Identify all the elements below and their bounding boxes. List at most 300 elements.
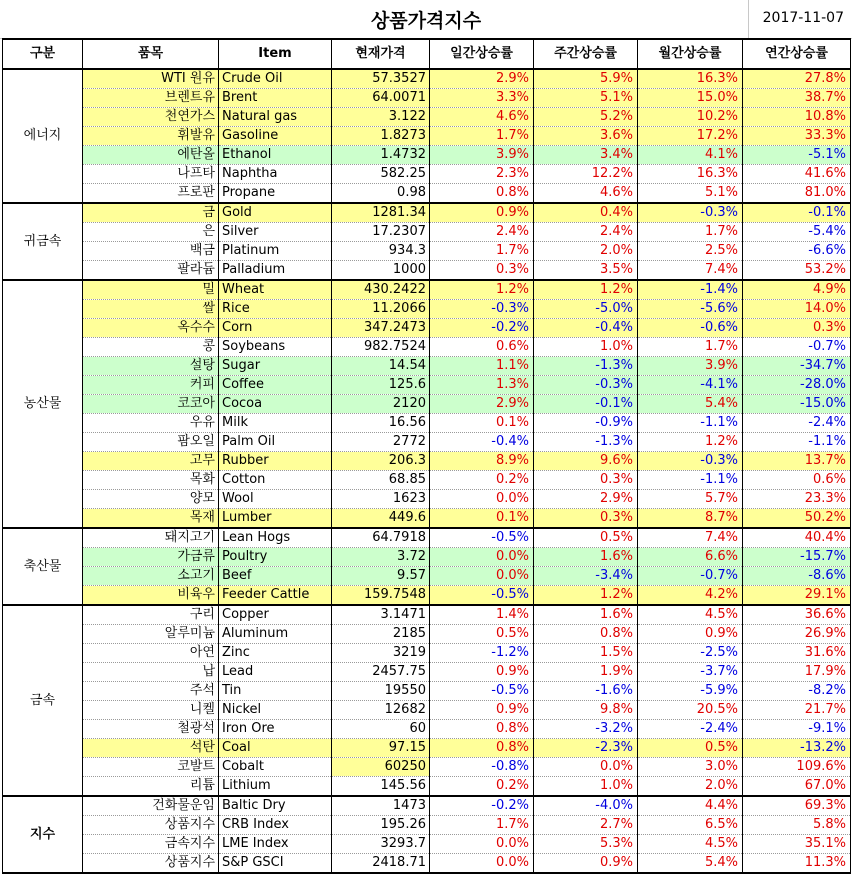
weekly-change-cell: 2.0% (534, 242, 638, 261)
weekly-change-cell: -0.3% (534, 376, 638, 395)
table-row (3, 376, 851, 395)
table-row (3, 854, 851, 874)
yearly-change-cell: 5.8% (743, 816, 851, 835)
price-cell: 9.57 (332, 567, 430, 586)
yearly-change-cell: 17.9% (743, 663, 851, 682)
yearly-change-cell: 67.0% (743, 777, 851, 797)
price-cell: 1.4732 (332, 146, 430, 165)
table-row (3, 357, 851, 376)
header-category: 구분 (3, 39, 83, 69)
price-cell: 3.122 (332, 108, 430, 127)
item-en-cell: Naphtha (219, 165, 332, 184)
monthly-change-cell: 16.3% (638, 165, 743, 184)
weekly-change-cell: 9.6% (534, 452, 638, 471)
daily-change-cell: -0.2% (430, 319, 534, 338)
yearly-change-cell: 10.8% (743, 108, 851, 127)
category-cell: 축산물 (3, 528, 83, 605)
item-en-cell: Lumber (219, 509, 332, 529)
table-row (3, 586, 851, 606)
yearly-change-cell: -8.2% (743, 682, 851, 701)
yearly-change-cell: 33.3% (743, 127, 851, 146)
yearly-change-cell: -15.7% (743, 548, 851, 567)
yearly-change-cell: -0.1% (743, 203, 851, 223)
weekly-change-cell: -1.6% (534, 682, 638, 701)
monthly-change-cell: -5.6% (638, 300, 743, 319)
category-cell: 금속 (3, 605, 83, 796)
monthly-change-cell: 5.4% (638, 395, 743, 414)
weekly-change-cell: 1.0% (534, 777, 638, 797)
yearly-change-cell: 69.3% (743, 796, 851, 816)
monthly-change-cell: 4.4% (638, 796, 743, 816)
monthly-change-cell: 1.7% (638, 338, 743, 357)
table-row (3, 108, 851, 127)
item-en-cell: Baltic Dry (219, 796, 332, 816)
weekly-change-cell: 5.1% (534, 89, 638, 108)
item-kr-cell: 목재 (83, 509, 219, 529)
weekly-change-cell: 5.9% (534, 69, 638, 89)
table-row (3, 509, 851, 529)
table-row (3, 300, 851, 319)
yearly-change-cell: 14.0% (743, 300, 851, 319)
item-kr-cell: 납 (83, 663, 219, 682)
item-kr-cell: 나프타 (83, 165, 219, 184)
weekly-change-cell: 1.5% (534, 644, 638, 663)
price-cell: 206.3 (332, 452, 430, 471)
price-cell: 2772 (332, 433, 430, 452)
monthly-change-cell: -3.7% (638, 663, 743, 682)
category-cell: 농산물 (3, 280, 83, 528)
price-cell: 449.6 (332, 509, 430, 529)
monthly-change-cell: 3.9% (638, 357, 743, 376)
yearly-change-cell: 0.3% (743, 319, 851, 338)
item-kr-cell: 백금 (83, 242, 219, 261)
weekly-change-cell: 1.6% (534, 605, 638, 625)
item-kr-cell: 콩 (83, 338, 219, 357)
yearly-change-cell: -5.1% (743, 146, 851, 165)
item-kr-cell: 코코아 (83, 395, 219, 414)
weekly-change-cell: 5.2% (534, 108, 638, 127)
monthly-change-cell: 7.4% (638, 261, 743, 281)
table-row (3, 242, 851, 261)
daily-change-cell: 0.8% (430, 184, 534, 204)
item-kr-cell: 소고기 (83, 567, 219, 586)
item-en-cell: Rice (219, 300, 332, 319)
item-en-cell: Sugar (219, 357, 332, 376)
daily-change-cell: 1.7% (430, 816, 534, 835)
price-cell: 1473 (332, 796, 430, 816)
yearly-change-cell: 31.6% (743, 644, 851, 663)
daily-change-cell: -0.3% (430, 300, 534, 319)
item-en-cell: Nickel (219, 701, 332, 720)
yearly-change-cell: -28.0% (743, 376, 851, 395)
monthly-change-cell: 1.2% (638, 433, 743, 452)
price-cell: 11.2066 (332, 300, 430, 319)
item-en-cell: Poultry (219, 548, 332, 567)
yearly-change-cell: 81.0% (743, 184, 851, 204)
yearly-change-cell: 38.7% (743, 89, 851, 108)
table-row (3, 490, 851, 509)
item-kr-cell: 고무 (83, 452, 219, 471)
item-en-cell: Platinum (219, 242, 332, 261)
item-en-cell: Feeder Cattle (219, 586, 332, 606)
monthly-change-cell: 4.5% (638, 835, 743, 854)
daily-change-cell: 0.8% (430, 720, 534, 739)
monthly-change-cell: 2.5% (638, 242, 743, 261)
daily-change-cell: 0.9% (430, 663, 534, 682)
monthly-change-cell: 5.7% (638, 490, 743, 509)
yearly-change-cell: -34.7% (743, 357, 851, 376)
monthly-change-cell: 5.4% (638, 854, 743, 874)
yearly-change-cell: -5.4% (743, 223, 851, 242)
item-kr-cell: 브렌트유 (83, 89, 219, 108)
monthly-change-cell: 4.5% (638, 605, 743, 625)
daily-change-cell: 4.6% (430, 108, 534, 127)
monthly-change-cell: -0.3% (638, 203, 743, 223)
monthly-change-cell: 16.3% (638, 69, 743, 89)
daily-change-cell: 0.9% (430, 203, 534, 223)
daily-change-cell: 1.1% (430, 357, 534, 376)
table-row (3, 816, 851, 835)
item-en-cell: Tin (219, 682, 332, 701)
table-row (3, 146, 851, 165)
item-en-cell: Soybeans (219, 338, 332, 357)
table-row (3, 471, 851, 490)
weekly-change-cell: 2.4% (534, 223, 638, 242)
item-kr-cell: 구리 (83, 605, 219, 625)
table-row (3, 663, 851, 682)
daily-change-cell: 1.2% (430, 280, 534, 300)
monthly-change-cell: 0.5% (638, 739, 743, 758)
daily-change-cell: 8.9% (430, 452, 534, 471)
yearly-change-cell: -2.4% (743, 414, 851, 433)
item-kr-cell: 우유 (83, 414, 219, 433)
weekly-change-cell: -0.9% (534, 414, 638, 433)
yearly-change-cell: 26.9% (743, 625, 851, 644)
item-en-cell: Ethanol (219, 146, 332, 165)
weekly-change-cell: -5.0% (534, 300, 638, 319)
weekly-change-cell: 1.6% (534, 548, 638, 567)
header-row (3, 39, 851, 69)
item-kr-cell: 양모 (83, 490, 219, 509)
monthly-change-cell: -5.9% (638, 682, 743, 701)
table-row (3, 605, 851, 625)
item-en-cell: Natural gas (219, 108, 332, 127)
table-row (3, 280, 851, 300)
item-en-cell: Cobalt (219, 758, 332, 777)
item-kr-cell: 니켈 (83, 701, 219, 720)
item-kr-cell: 리튬 (83, 777, 219, 797)
yearly-change-cell: -15.0% (743, 395, 851, 414)
weekly-change-cell: -3.4% (534, 567, 638, 586)
daily-change-cell: 0.3% (430, 261, 534, 281)
table-row (3, 796, 851, 816)
item-kr-cell: 금속지수 (83, 835, 219, 854)
table-row (3, 338, 851, 357)
price-cell: 2457.75 (332, 663, 430, 682)
item-en-cell: Wool (219, 490, 332, 509)
item-en-cell: Zinc (219, 644, 332, 663)
daily-change-cell: 0.8% (430, 739, 534, 758)
item-kr-cell: 목화 (83, 471, 219, 490)
price-cell: 2120 (332, 395, 430, 414)
daily-change-cell: -0.5% (430, 682, 534, 701)
daily-change-cell: 0.6% (430, 338, 534, 357)
item-kr-cell: 설탕 (83, 357, 219, 376)
weekly-change-cell: -1.3% (534, 357, 638, 376)
price-cell: 3293.7 (332, 835, 430, 854)
item-kr-cell: 아연 (83, 644, 219, 663)
daily-change-cell: 0.1% (430, 509, 534, 529)
item-kr-cell: 팜오일 (83, 433, 219, 452)
yearly-change-cell: 0.6% (743, 471, 851, 490)
weekly-change-cell: 0.5% (534, 528, 638, 548)
monthly-change-cell: 10.2% (638, 108, 743, 127)
item-kr-cell: 건화물운임 (83, 796, 219, 816)
item-kr-cell: 주석 (83, 682, 219, 701)
item-en-cell: Copper (219, 605, 332, 625)
price-cell: 1623 (332, 490, 430, 509)
yearly-change-cell: 21.7% (743, 701, 851, 720)
monthly-change-cell: -0.6% (638, 319, 743, 338)
item-en-cell: Aluminum (219, 625, 332, 644)
price-cell: 14.54 (332, 357, 430, 376)
monthly-change-cell: -0.7% (638, 567, 743, 586)
table-row (3, 625, 851, 644)
header-yearly: 연간상승률 (743, 39, 851, 69)
weekly-change-cell: -3.2% (534, 720, 638, 739)
daily-change-cell: 0.0% (430, 835, 534, 854)
weekly-change-cell: 0.3% (534, 471, 638, 490)
yearly-change-cell: -1.1% (743, 433, 851, 452)
price-cell: 68.85 (332, 471, 430, 490)
daily-change-cell: 3.9% (430, 146, 534, 165)
yearly-change-cell: 11.3% (743, 854, 851, 874)
item-kr-cell: 은 (83, 223, 219, 242)
weekly-change-cell: 1.2% (534, 586, 638, 606)
item-kr-cell: WTI 원유 (83, 69, 219, 89)
weekly-change-cell: -4.0% (534, 796, 638, 816)
monthly-change-cell: -2.4% (638, 720, 743, 739)
daily-change-cell: 2.3% (430, 165, 534, 184)
item-kr-cell: 가금류 (83, 548, 219, 567)
table-row (3, 835, 851, 854)
item-kr-cell: 비육우 (83, 586, 219, 606)
table-row (3, 203, 851, 223)
item-kr-cell: 팔라듐 (83, 261, 219, 281)
monthly-change-cell: -4.1% (638, 376, 743, 395)
table-row (3, 528, 851, 548)
title-bar (0, 0, 852, 39)
price-cell: 2185 (332, 625, 430, 644)
price-cell: 934.3 (332, 242, 430, 261)
item-kr-cell: 프로판 (83, 184, 219, 204)
monthly-change-cell: 6.5% (638, 816, 743, 835)
daily-change-cell: 1.3% (430, 376, 534, 395)
item-en-cell: Lean Hogs (219, 528, 332, 548)
header-item-kr: 품목 (83, 39, 219, 69)
monthly-change-cell: 1.7% (638, 223, 743, 242)
table-row (3, 165, 851, 184)
weekly-change-cell: 2.7% (534, 816, 638, 835)
item-kr-cell: 돼지고기 (83, 528, 219, 548)
title-divider (748, 0, 749, 38)
item-en-cell: Propane (219, 184, 332, 204)
yearly-change-cell: 50.2% (743, 509, 851, 529)
weekly-change-cell: 2.9% (534, 490, 638, 509)
daily-change-cell: -0.5% (430, 528, 534, 548)
monthly-change-cell: 17.2% (638, 127, 743, 146)
price-cell: 0.98 (332, 184, 430, 204)
item-en-cell: Palladium (219, 261, 332, 281)
price-cell: 1.8273 (332, 127, 430, 146)
weekly-change-cell: 1.9% (534, 663, 638, 682)
item-en-cell: Gasoline (219, 127, 332, 146)
price-cell: 2418.71 (332, 854, 430, 874)
price-cell: 195.26 (332, 816, 430, 835)
item-en-cell: LME Index (219, 835, 332, 854)
item-kr-cell: 커피 (83, 376, 219, 395)
monthly-change-cell: -2.5% (638, 644, 743, 663)
yearly-change-cell: 109.6% (743, 758, 851, 777)
daily-change-cell: -0.4% (430, 433, 534, 452)
item-en-cell: Coffee (219, 376, 332, 395)
item-en-cell: Lead (219, 663, 332, 682)
monthly-change-cell: 15.0% (638, 89, 743, 108)
yearly-change-cell: 29.1% (743, 586, 851, 606)
daily-change-cell: -0.2% (430, 796, 534, 816)
table-body (3, 69, 851, 873)
category-cell: 귀금속 (3, 203, 83, 280)
yearly-change-cell: 27.8% (743, 69, 851, 89)
monthly-change-cell: 4.1% (638, 146, 743, 165)
monthly-change-cell: 8.7% (638, 509, 743, 529)
item-en-cell: Coal (219, 739, 332, 758)
weekly-change-cell: -0.1% (534, 395, 638, 414)
yearly-change-cell: 4.9% (743, 280, 851, 300)
item-kr-cell: 에탄올 (83, 146, 219, 165)
price-cell: 17.2307 (332, 223, 430, 242)
item-en-cell: Beef (219, 567, 332, 586)
price-cell: 1000 (332, 261, 430, 281)
weekly-change-cell: 3.6% (534, 127, 638, 146)
table-row (3, 758, 851, 777)
price-cell: 125.6 (332, 376, 430, 395)
daily-change-cell: 2.9% (430, 395, 534, 414)
price-cell: 97.15 (332, 739, 430, 758)
item-kr-cell: 옥수수 (83, 319, 219, 338)
yearly-change-cell: -8.6% (743, 567, 851, 586)
price-cell: 430.2422 (332, 280, 430, 300)
category-cell: 지수 (3, 796, 83, 873)
table-row (3, 223, 851, 242)
price-cell: 145.56 (332, 777, 430, 797)
table-row (3, 567, 851, 586)
table-row (3, 739, 851, 758)
item-kr-cell: 천연가스 (83, 108, 219, 127)
item-kr-cell: 철광석 (83, 720, 219, 739)
daily-change-cell: 0.0% (430, 490, 534, 509)
monthly-change-cell: 20.5% (638, 701, 743, 720)
sheet-title: 상품가격지수 (370, 10, 482, 32)
header-item-en: Item (219, 39, 332, 69)
item-kr-cell: 휘발유 (83, 127, 219, 146)
monthly-change-cell: 0.9% (638, 625, 743, 644)
daily-change-cell: 0.0% (430, 548, 534, 567)
daily-change-cell: 0.2% (430, 471, 534, 490)
daily-change-cell: 0.0% (430, 567, 534, 586)
weekly-change-cell: 5.3% (534, 835, 638, 854)
item-en-cell: Rubber (219, 452, 332, 471)
item-en-cell: Milk (219, 414, 332, 433)
commodity-price-table (2, 38, 851, 874)
yearly-change-cell: -9.1% (743, 720, 851, 739)
table-row (3, 127, 851, 146)
monthly-change-cell: 3.0% (638, 758, 743, 777)
weekly-change-cell: 0.9% (534, 854, 638, 874)
item-en-cell: Iron Ore (219, 720, 332, 739)
weekly-change-cell: 0.8% (534, 625, 638, 644)
price-cell: 3.1471 (332, 605, 430, 625)
price-cell: 60250 (332, 758, 430, 777)
daily-change-cell: 3.3% (430, 89, 534, 108)
item-en-cell: Cocoa (219, 395, 332, 414)
yearly-change-cell: 23.3% (743, 490, 851, 509)
header-weekly: 주간상승률 (534, 39, 638, 69)
monthly-change-cell: 4.2% (638, 586, 743, 606)
yearly-change-cell: 53.2% (743, 261, 851, 281)
price-cell: 347.2473 (332, 319, 430, 338)
yearly-change-cell: 36.6% (743, 605, 851, 625)
item-kr-cell: 코발트 (83, 758, 219, 777)
weekly-change-cell: 3.4% (534, 146, 638, 165)
item-en-cell: Crude Oil (219, 69, 332, 89)
table-row (3, 261, 851, 281)
item-en-cell: S&P GSCI (219, 854, 332, 874)
table-row (3, 701, 851, 720)
weekly-change-cell: 4.6% (534, 184, 638, 204)
weekly-change-cell: 3.5% (534, 261, 638, 281)
table-row (3, 644, 851, 663)
table-row (3, 777, 851, 797)
monthly-change-cell: -1.4% (638, 280, 743, 300)
table-row (3, 548, 851, 567)
weekly-change-cell: 0.3% (534, 509, 638, 529)
yearly-change-cell: 13.7% (743, 452, 851, 471)
table-row (3, 682, 851, 701)
header-price: 현재가격 (332, 39, 430, 69)
item-en-cell: Wheat (219, 280, 332, 300)
daily-change-cell: 0.1% (430, 414, 534, 433)
price-cell: 582.25 (332, 165, 430, 184)
item-kr-cell: 금 (83, 203, 219, 223)
yearly-change-cell: 35.1% (743, 835, 851, 854)
daily-change-cell: -0.8% (430, 758, 534, 777)
price-cell: 19550 (332, 682, 430, 701)
daily-change-cell: 1.7% (430, 242, 534, 261)
daily-change-cell: 2.9% (430, 69, 534, 89)
item-kr-cell: 상품지수 (83, 854, 219, 874)
item-en-cell: CRB Index (219, 816, 332, 835)
weekly-change-cell: -2.3% (534, 739, 638, 758)
weekly-change-cell: 9.8% (534, 701, 638, 720)
table-row (3, 720, 851, 739)
header-daily: 일간상승률 (430, 39, 534, 69)
price-cell: 1281.34 (332, 203, 430, 223)
yearly-change-cell: -13.2% (743, 739, 851, 758)
price-cell: 64.0071 (332, 89, 430, 108)
price-cell: 16.56 (332, 414, 430, 433)
table-row (3, 414, 851, 433)
